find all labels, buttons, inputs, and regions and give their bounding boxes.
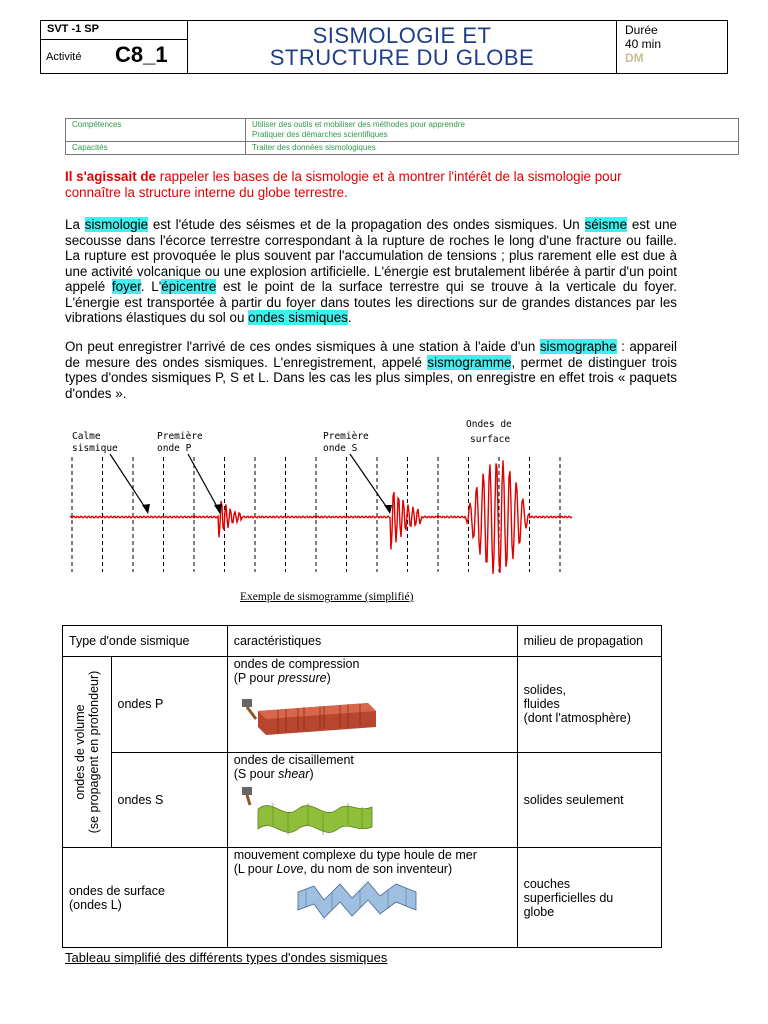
intro-text	[65, 169, 673, 201]
label-p-1: Première	[157, 431, 203, 442]
mode-label: DM	[625, 51, 644, 65]
s-wave-characteristics	[227, 752, 517, 848]
wave-types-table	[62, 625, 662, 948]
l-wave-name	[63, 848, 228, 948]
competences-table	[65, 118, 739, 155]
text-run: : appareil de mesure des ondes sismiques. L'enregistrement, appelé	[65, 339, 677, 370]
label-calm-2: sismique	[72, 443, 118, 454]
l-car-line-2	[234, 862, 511, 876]
capacites-label: Capacités	[66, 142, 246, 155]
hammer-handle	[247, 795, 250, 805]
l-block	[298, 882, 416, 918]
p-car-line-2	[234, 671, 511, 685]
hammer-icon	[242, 787, 252, 795]
p-wave-medium	[517, 657, 661, 753]
l-medium-1: couches	[523, 876, 571, 891]
p-medium-2: fluides	[523, 697, 560, 712]
text-run: (P pour	[233, 671, 278, 685]
term-sismogramme: sismogramme	[427, 354, 512, 370]
paragraph-recording	[65, 339, 677, 401]
l-name-2: (ondes L)	[69, 897, 122, 912]
s-car-line-2	[234, 767, 511, 781]
activity-label: Activité	[46, 51, 82, 63]
arrow-heads	[142, 504, 392, 514]
paragraph-definitions	[65, 217, 677, 326]
hammer-handle	[247, 707, 256, 719]
text-run: (S pour	[233, 766, 279, 781]
p-wave-characteristics	[227, 657, 517, 753]
p-wave-name: ondes P	[111, 657, 227, 753]
text-run: est le point de la surface terrestre qui se trouve à la verticale du foyer. L'énergie est transportée à partir du foyer dans toutes les directions sur de grandes distances par les vibrations élastiques du sol ou	[65, 279, 677, 325]
term-foyer: foyer	[111, 279, 141, 294]
p-medium-3: (dont l'atmosphère)	[523, 711, 631, 726]
competence-item-2: Pratiquer des démarches scientifiques	[252, 130, 388, 139]
term-ondes-sismiques: ondes sismiques	[248, 310, 348, 325]
text-run: )	[326, 671, 331, 685]
l-wave-illustration	[294, 878, 424, 924]
seismogram-figure	[60, 412, 590, 582]
term-seisme: séisme	[584, 217, 628, 232]
arrow-head-calm	[142, 504, 150, 514]
text-run: La	[65, 217, 85, 232]
s-car-line-1: ondes de cisaillement	[233, 752, 354, 767]
volume-waves-cell	[63, 657, 112, 848]
label-s-2: onde S	[323, 443, 358, 454]
level-label: SVT -1 SP	[47, 23, 99, 35]
p-car-line-1: ondes de compression	[233, 657, 360, 671]
row-ondes-s	[63, 752, 662, 848]
seismogram-labels	[72, 419, 512, 454]
seismogram-trace	[70, 460, 572, 574]
l-wave-characteristics	[227, 848, 517, 948]
volume-line-1: ondes de volume	[72, 704, 87, 800]
term-sismologie: sismologie	[84, 217, 149, 232]
volume-line-2: (se propagent en profondeur)	[86, 670, 101, 834]
l-car-line-1: mouvement complexe du type houle de mer	[233, 848, 477, 862]
label-surface-2: surface	[470, 434, 511, 445]
l-name-1: ondes de surface	[69, 883, 165, 898]
capacites-value: Traiter des données sismologiques	[246, 142, 739, 155]
l-medium-2: superficielles du	[523, 890, 614, 905]
col-car-header: caractéristiques	[227, 626, 517, 657]
text-run: (L pour	[233, 862, 277, 876]
text-run: . L'	[140, 279, 162, 294]
label-surface-1: Ondes de	[466, 419, 512, 430]
p-wave-illustration	[238, 689, 378, 739]
header-left-cell	[41, 21, 188, 73]
p-medium-1: solides,	[523, 683, 566, 698]
duration-cell	[617, 21, 727, 73]
table-caption: Tableau simplifié des différents types d'ondes sismiques	[65, 950, 388, 965]
header-box	[40, 20, 728, 74]
competence-item-1: Utiliser des outils et mobiliser des méthodes pour apprendre	[252, 120, 465, 129]
label-p-2: onde P	[157, 443, 192, 454]
page-title	[188, 21, 617, 73]
text-run: pressure	[277, 671, 327, 685]
arrow-p	[188, 454, 220, 512]
competences-value	[246, 119, 739, 142]
hammer-icon	[242, 699, 252, 707]
table-header-row	[63, 626, 662, 657]
text-run: , permet de distinguer trois types d'ondes sismiques P, S et L. Dans les cas les plus simples, on enregistre en effet trois « paquets d'ondes ».	[65, 354, 678, 401]
s-wave-illustration	[238, 783, 378, 839]
text-run: shear	[278, 766, 310, 781]
text-run: )	[309, 766, 314, 781]
col-type-header: Type d'onde sismique	[63, 626, 228, 657]
row-ondes-l	[63, 848, 662, 948]
s-block	[258, 805, 372, 832]
title-line-1: SISMOLOGIE ET	[312, 23, 492, 48]
s-wave-name: ondes S	[111, 752, 227, 848]
arrow-calm	[110, 454, 148, 512]
intro-bold: Il s'agissait de	[65, 169, 157, 184]
duration-label: Durée	[625, 23, 658, 37]
header-divider	[41, 39, 187, 40]
label-s-1: Première	[323, 431, 369, 442]
term-epicentre: épicentre	[161, 279, 217, 294]
col-milieu-header: milieu de propagation	[517, 626, 661, 657]
label-calm-1: Calme	[72, 431, 101, 442]
arrow-head-s	[384, 505, 392, 514]
l-medium-3: globe	[523, 904, 555, 919]
volume-waves-label	[73, 671, 101, 834]
capacites-row	[66, 142, 739, 155]
row-ondes-p	[63, 657, 662, 753]
text-run: est une secousse dans l'écorce terrestre correspondant à la rupture de roches le long d'une fracture ou faille. La rupture est provoquée le plus souvent par l'accumulation de tensions ; plus rarement elle est due à une activité volcanique ou une explosion artificielle. L'énergie est brutalement libérée à partir d'un point appelé	[65, 217, 677, 294]
text-run: Love	[276, 862, 304, 876]
text-run: .	[347, 310, 352, 325]
intro-rest: rappeler les bases de la sismologie et à montrer l'intérêt de la sismologie pour connaître la structure interne du globe terrestre.	[65, 169, 622, 200]
title-line-2: STRUCTURE DU GLOBE	[269, 45, 535, 70]
competences-label: Compétences	[66, 119, 246, 142]
s-wave-medium: solides seulement	[517, 752, 661, 848]
text-run: , du nom de son inventeur)	[303, 862, 453, 876]
competences-row	[66, 119, 739, 142]
seismogram-caption: Exemple de sismogramme (simplifié)	[240, 591, 414, 603]
arrow-s	[350, 454, 390, 512]
text-run: est l'étude des séismes et de la propagation des ondes sismiques. Un	[148, 217, 585, 232]
label-arrows	[110, 454, 390, 512]
l-wave-medium	[517, 848, 661, 948]
duration-value: 40 min	[625, 37, 662, 51]
text-run: On peut enregistrer l'arrivé de ces ondes sismiques à une station à l'aide d'un	[65, 339, 540, 354]
activity-code: C8_1	[115, 42, 168, 67]
term-sismographe: sismographe	[539, 339, 617, 354]
